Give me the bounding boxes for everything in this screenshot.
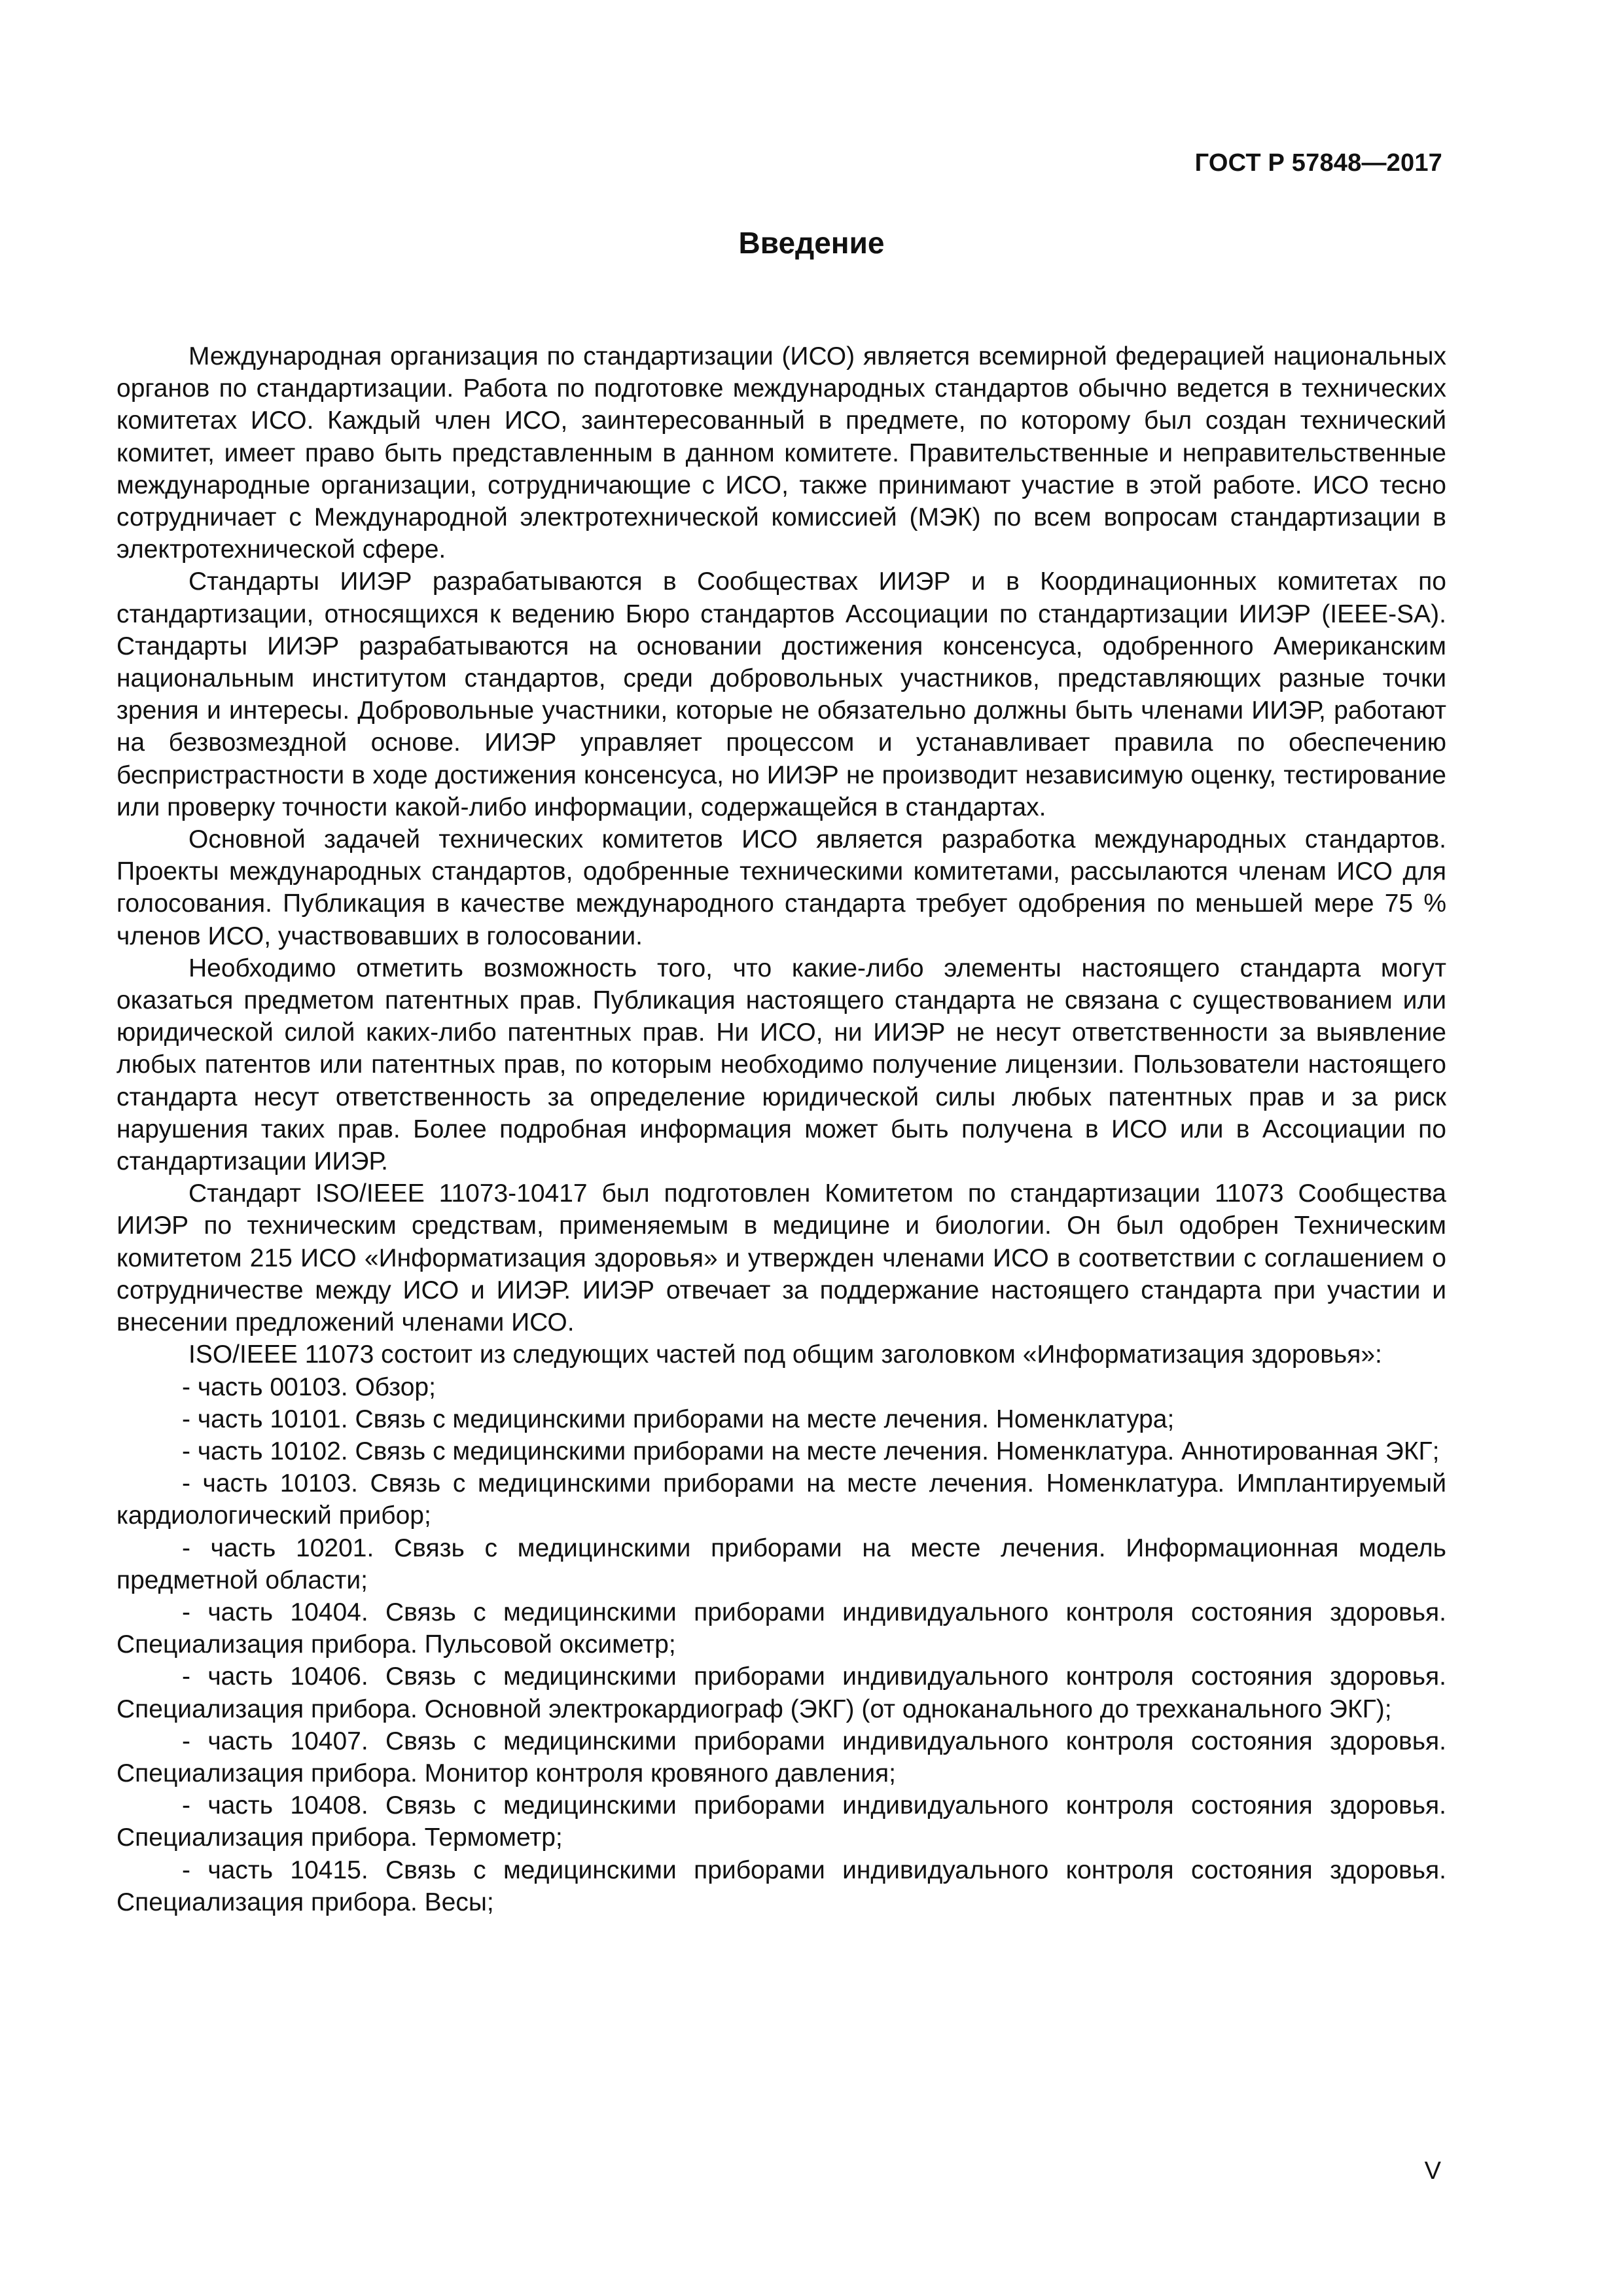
list-item: - часть 10101. Связь с медицинскими приборами на месте лечения. Номенклатура;	[182, 1405, 1175, 1433]
document-standard-code: ГОСТ Р 57848—2017	[1194, 149, 1442, 177]
page-number: V	[1424, 2157, 1441, 2185]
paragraph-patents: Необходимо отметить возможность того, что какие-либо элементы настоящего стандарта могут оказаться предметом патентных прав. Публикация настоящего стандарта не связана с существованием или юридической силой каких-либо патентных прав. Ни ИСО, ни ИИЭР не несут ответственности за выявление любых патентов или патентных прав, по которым необходимо получение лицензии. Пользователи настоящего стандарта несут ответственность за определение юридической силы любых патентных прав и за риск нарушения таких прав. Более подробная информация может быть получена в ИСО или в Ассоциации по стандартизации ИИЭР.	[116, 954, 1446, 1176]
list-item: - часть 10407. Связь с медицинскими приборами индивидуального контроля состояния здоровья. Специализация прибора. Монитор контроля кровяного давления;	[116, 1727, 1446, 1787]
list-item: - часть 10404. Связь с медицинскими приборами индивидуального контроля состояния здоровья. Специализация прибора. Пульсовой оксиметр;	[116, 1598, 1446, 1659]
paragraph-parts-intro: ISO/IEEE 11073 состоит из следующих частей под общим заголовком «Информатизация здоровья»:	[188, 1340, 1382, 1369]
list-item: - часть 10103. Связь с медицинскими приборами на месте лечения. Номенклатура. Имплантируемый кардиологический прибор;	[116, 1469, 1446, 1530]
list-item: - часть 10406. Связь с медицинскими приборами индивидуального контроля состояния здоровья. Специализация прибора. Основной электрокардиограф (ЭКГ) (от одноканального до трехканального ЭКГ);	[116, 1662, 1446, 1723]
paragraph-ieee: Стандарты ИИЭР разрабатываются в Сообществах ИИЭР и в Координационных комитетах по стандартизации, относящихся к ведению Бюро стандартов Ассоциации по стандартизации ИИЭР (IEEE-SA). Стандарты ИИЭР разрабатываются на основании достижения консенсуса, одобренного Американским национальным институтом стандартов, среди добровольных участников, представляющих разные точки зрения и интересы. Добровольные участники, которые не обязательно должны быть членами ИИЭР, работают на безвозмездной основе. ИИЭР управляет процессом и устанавливает правила по обеспечению беспристрастности в ходе достижения консенсуса, но ИИЭР не производит независимую оценку, тестирование или проверку точности какой-либо информации, содержащейся в стандартах.	[116, 567, 1446, 821]
list-item: - часть 10408. Связь с медицинскими приборами индивидуального контроля состояния здоровья. Специализация прибора. Термометр;	[116, 1791, 1446, 1852]
list-item: - часть 10201. Связь с медицинскими приборами на месте лечения. Информационная модель предметной области;	[116, 1534, 1446, 1594]
list-item: - часть 00103. Обзор;	[182, 1372, 436, 1401]
paragraph-standard-preparation: Стандарт ISO/IEEE 11073-10417 был подготовлен Комитетом по стандартизации 11073 Сообщества ИИЭР по техническим средствам, применяемым в медицине и биологии. Он был одобрен Техническим комитетом 215 ИСО «Информатизация здоровья» и утвержден членами ИСО в соответствии с соглашением о сотрудничестве между ИСО и ИИЭР. ИИЭР отвечает за поддержание настоящего стандарта при участии и внесении предложений членами ИСО.	[116, 1179, 1446, 1337]
list-item: - часть 10102. Связь с медицинскими приборами на месте лечения. Номенклатура. Аннотированная ЭКГ;	[182, 1437, 1440, 1465]
list-item: - часть 10415. Связь с медицинскими приборами индивидуального контроля состояния здоровья. Специализация прибора. Весы;	[116, 1856, 1446, 1916]
section-title: Введение	[738, 226, 885, 260]
paragraph-iso: Международная организация по стандартизации (ИСО) является всемирной федерацией национальных органов по стандартизации. Работа по подготовке международных стандартов обычно ведется в технических комитетах ИСО. Каждый член ИСО, заинтересованный в предмете, по которому был создан технический комитет, имеет право быть представленным в данном комитете. Правительственные и неправительственные международные организации, сотрудничающие с ИСО, также принимают участие в этой работе. ИСО тесно сотрудничает с Международной электротехнической комиссией (МЭК) по всем вопросам стандартизации в электротехнической сфере.	[116, 342, 1446, 564]
paragraph-technical-committees: Основной задачей технических комитетов ИСО является разработка международных стандартов. Проекты международных стандартов, одобренные техническими комитетами, рассылаются членам ИСО для голосования. Публикация в качестве международного стандарта требует одобрения по меньшей мере 75 % членов ИСО, участвовавших в голосовании.	[116, 825, 1446, 950]
document-body	[116, 340, 1446, 1918]
